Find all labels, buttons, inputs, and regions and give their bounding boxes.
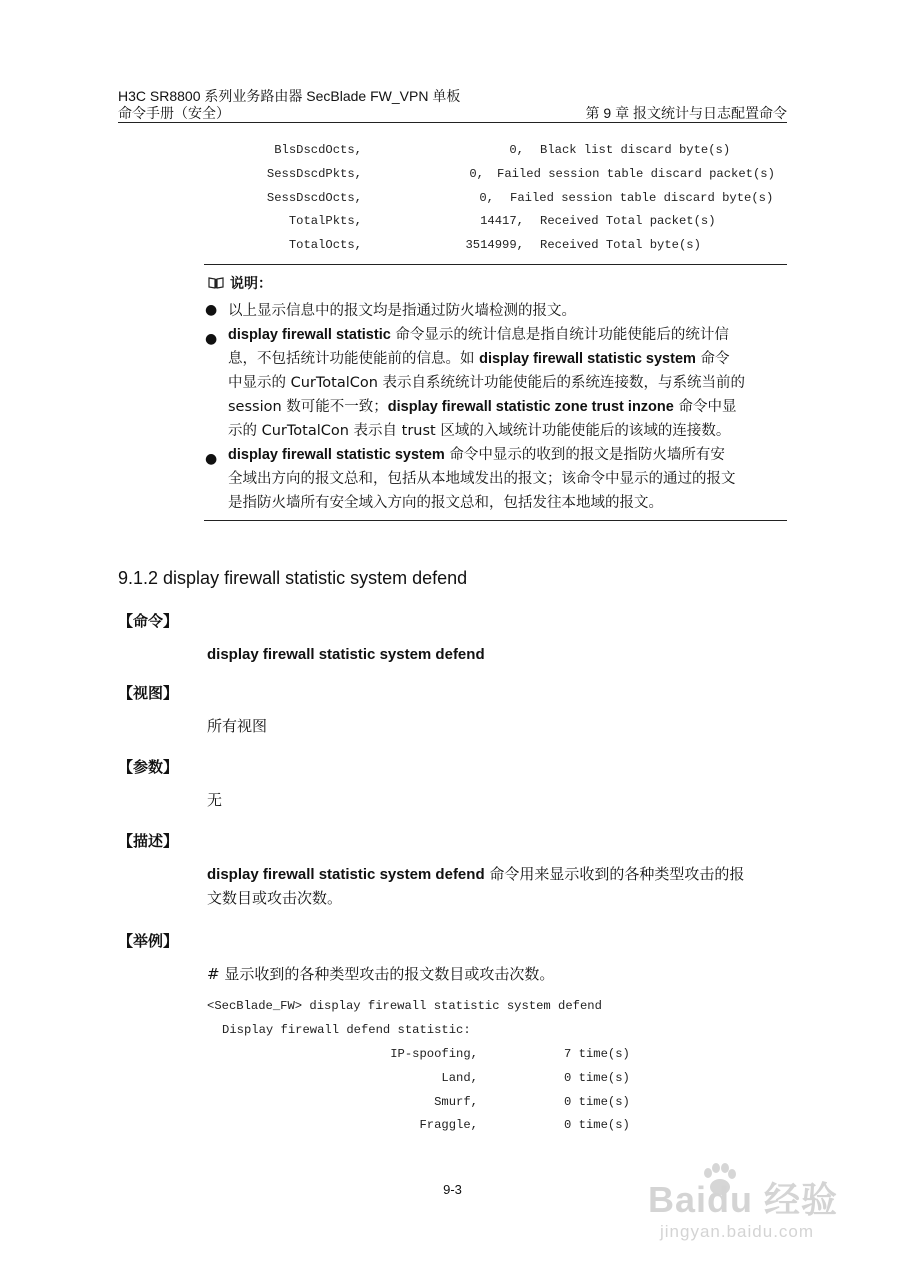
watermark-brand: Baidu 经验 (648, 1179, 839, 1220)
header-rule (118, 122, 787, 123)
note-text: 命令 (695, 351, 730, 367)
stat-name: TotalOcts, (288, 238, 362, 252)
desc-cmd: display firewall statistic system defend (207, 866, 485, 883)
bullet: ● (205, 302, 218, 318)
stat-name: BlsDscdOcts, (274, 143, 362, 157)
example-row-value: 0 time(s) (564, 1071, 630, 1085)
view-text: 所有视图 (207, 717, 268, 735)
stat-desc: Received Total byte(s) (540, 238, 701, 252)
note-bullet-2-line-1 (228, 323, 729, 347)
example-row-name: Fraggle, (419, 1118, 478, 1132)
view-label: 【视图】 (118, 684, 179, 702)
cmd-text: display firewall statistic zone trust inzone (387, 399, 674, 415)
note-text: 命令中显 (673, 399, 737, 415)
example-row-value: 0 time(s) (564, 1118, 630, 1132)
note-text: 命令中显示的收到的报文是指防火墙所有安 (444, 447, 725, 463)
note-text: 息，不包括统计功能使能前的信息。如 (228, 351, 480, 367)
example-row-name: IP-spoofing, (390, 1047, 478, 1061)
desc-text: 命令用来显示收到的各种类型攻击的报 (484, 865, 745, 883)
example-prompt: <SecBlade_FW> display firewall statistic system defend (207, 999, 602, 1013)
command-text (207, 642, 485, 667)
stat-value: 0, (469, 167, 484, 181)
stat-name: SessDscdPkts, (266, 167, 362, 181)
watermark-url: jingyan.baidu.com (660, 1222, 815, 1241)
stat-name: SessDscdOcts, (266, 191, 362, 205)
note-title (208, 273, 272, 293)
cmd-text: display firewall statistic system (228, 447, 445, 463)
example-row-value: 0 time(s) (564, 1095, 630, 1109)
params-text: 无 (207, 791, 223, 809)
desc-line-2: 文数目或攻击次数。 (207, 889, 343, 907)
example-label: 【举例】 (118, 932, 179, 950)
note-bullet-3-line-1 (228, 443, 725, 467)
cmd-text: display firewall statistic (228, 327, 391, 343)
manual-title: 命令手册（安全） (118, 105, 230, 121)
stat-value: 0, (509, 143, 524, 157)
note-top-rule (204, 264, 787, 265)
book-icon (208, 277, 224, 289)
stat-desc: Received Total packet(s) (540, 214, 716, 228)
note-text: session 数可能不一致； (228, 399, 388, 415)
example-row-value: 7 time(s) (564, 1047, 630, 1061)
stat-desc: Failed session table discard packet(s) (497, 167, 775, 181)
desc-line-1 (207, 862, 744, 887)
bullet: ● (205, 331, 218, 347)
example-comment: # 显示收到的各种类型攻击的报文数目或攻击次数。 (207, 965, 555, 983)
command-syntax: display firewall statistic system defend (207, 646, 485, 663)
stat-value: 3514999, (465, 238, 524, 252)
stat-desc: Failed session table discard byte(s) (510, 191, 774, 205)
chapter-title: 第 9 章 报文统计与日志配置命令 (585, 105, 787, 121)
note-bullet-2-line-5: 示的 CurTotalCon 表示自 trust 区域的入域统计功能使能后的该域的连接数。 (228, 423, 731, 439)
note-bullet-2-line-4 (228, 395, 736, 419)
cmd-text: display firewall statistic system (479, 351, 696, 367)
note-bottom-rule (204, 520, 787, 521)
page-number: 9-3 (443, 1182, 462, 1197)
note-text: 命令显示的统计信息是指自统计功能使能后的统计信 (390, 327, 729, 343)
command-label: 【命令】 (118, 612, 179, 630)
stat-value: 14417, (480, 214, 524, 228)
note-title-text: 说明： (230, 276, 272, 292)
stat-desc: Black list discard byte(s) (540, 143, 731, 157)
example-row-name: Land, (441, 1071, 478, 1085)
stat-name: TotalPkts, (288, 214, 362, 228)
bullet: ● (205, 451, 218, 467)
note-bullet-3-line-2: 全域出方向的报文总和，包括从本地域发出的报文；该命令中显示的通过的报文 (228, 471, 736, 487)
example-row-name: Smurf, (434, 1095, 478, 1109)
example-header: Display firewall defend statistic: (222, 1023, 471, 1037)
note-bullet-1: 以上显示信息中的报文均是指通过防火墙检测的报文。 (228, 303, 576, 319)
params-label: 【参数】 (118, 758, 179, 776)
note-bullet-2-line-3: 中显示的 CurTotalCon 表示自系统统计功能使能后的系统连接数，与系统当前的 (228, 375, 746, 391)
doc-title: H3C SR8800 系列业务路由器 SecBlade FW_VPN 单板 (118, 88, 461, 104)
note-bullet-3-line-3: 是指防火墙所有安全域入方向的报文总和，包括发往本地域的报文。 (228, 495, 663, 511)
desc-label: 【描述】 (118, 832, 179, 850)
stat-value: 0, (479, 191, 494, 205)
note-bullet-2-line-2 (228, 347, 730, 371)
section-title: 9.1.2 display firewall statistic system defend (118, 568, 468, 588)
